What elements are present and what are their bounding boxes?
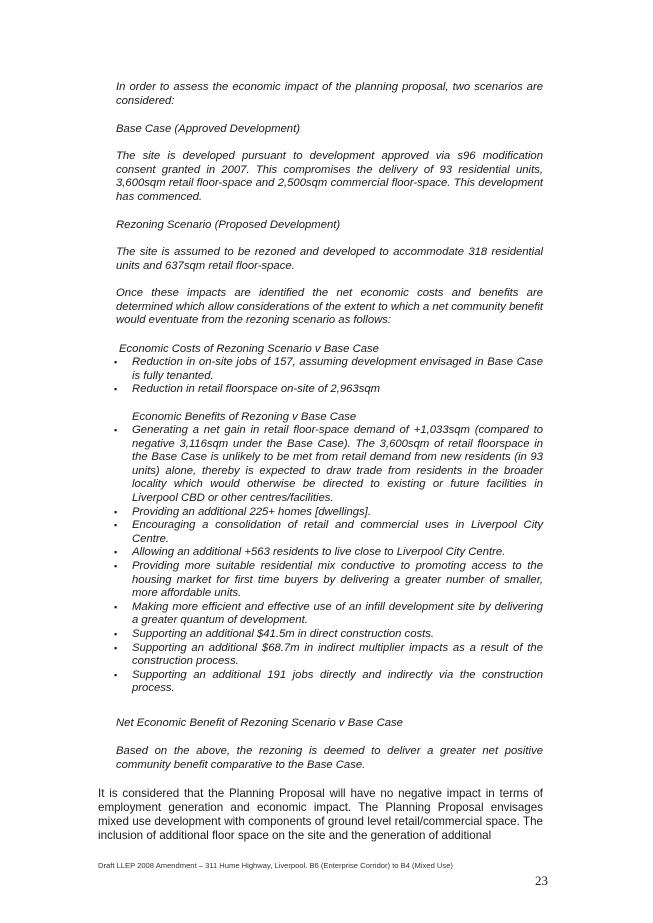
list-item: ▪ Supporting an additional $68.7m in indirect multiplier impacts as a result of the construction process. <box>114 641 543 668</box>
impacts-intro-paragraph: Once these impacts are identified the net economic costs and benefits are determined which allow considerations of the extent to which a net community benefit would eventuate from the rezoning scenario as follows: <box>116 287 543 327</box>
benefits-list <box>112 424 543 696</box>
bullet-icon: ▪ <box>114 669 118 680</box>
bullet-icon: ▪ <box>114 547 118 558</box>
page-number: 23 <box>535 873 548 888</box>
benefits-heading: Economic Benefits of Rezoning v Base Case <box>132 411 357 423</box>
list-item: ▪ Generating a net gain in retail floor-space demand of +1,033sqm (compared to negative 3,116sqm under the Base Case). The 3,600sqm of retail floorspace in the Base Case is unlikely to be met from retail demand from new residents (in 93 units) alone, thereby is expected to draw trade from residents in the broader locality which would otherwise be directed to existing or future facilities in Liverpool CBD or other centres/facilities. <box>114 424 543 504</box>
list-item: ▪ Supporting an additional 191 jobs directly and indirectly via the construction process. <box>114 668 543 695</box>
costs-heading: Economic Costs of Rezoning Scenario v Base Case <box>119 343 379 355</box>
list-item: ▪ Providing more suitable residential mix conductive to promoting access to the housing market for first time buyers by delivering a greater number of smaller, more affordable units. <box>114 559 543 600</box>
list-item: ▪ Supporting an additional $41.5m in direct construction costs. <box>114 627 435 640</box>
bullet-icon: ▪ <box>114 601 118 612</box>
intro-paragraph: In order to assess the economic impact of the planning proposal, two scenarios are considered: <box>116 81 543 107</box>
rezoning-heading: Rezoning Scenario (Proposed Development) <box>116 219 341 231</box>
conclusion-paragraph: It is considered that the Planning Proposal will have no negative impact in terms of employment generation and economic impact. The Planning Proposal envisages mixed use development with components of ground level retail/commercial space. The inclusion of additional floor space on the site and the generation of additional <box>98 787 543 842</box>
list-item: ▪ Allowing an additional +563 residents to live close to Liverpool City Centre. <box>114 546 506 559</box>
bullet-icon: ▪ <box>114 642 118 653</box>
bullet-icon: ▪ <box>114 506 118 517</box>
bullet-icon: ▪ <box>114 520 118 531</box>
bullet-icon: ▪ <box>114 628 118 639</box>
base-case-heading: Base Case (Approved Development) <box>116 123 300 135</box>
bullet-icon: ▪ <box>114 357 118 367</box>
bullet-icon: ▪ <box>114 384 118 395</box>
costs-list <box>112 356 543 397</box>
bullet-icon: ▪ <box>114 560 118 571</box>
page-footer: Draft LLEP 2008 Amendment – 311 Hume Highway, Liverpool. B6 (Enterprise Corridor) to B4 (Mixed Use) <box>98 861 453 870</box>
list-item: ▪ Providing an additional 225+ homes [dwellings]. <box>114 505 371 518</box>
net-benefit-paragraph: Based on the above, the rezoning is deemed to deliver a greater net positive community benefit comparative to the Base Case. <box>116 745 543 771</box>
list-item: ▪ Reduction in on-site jobs of 157, assuming development envisaged in Base Case is fully tenanted. <box>114 356 543 382</box>
rezoning-paragraph: The site is assumed to be rezoned and developed to accommodate 318 residential units and 637sqm retail floor-space. <box>116 246 543 272</box>
list-item: ▪ Reduction in retail floorspace on-site of 2,963sqm <box>114 383 381 396</box>
bullet-icon: ▪ <box>114 425 118 435</box>
base-case-paragraph: The site is developed pursuant to development approved via s96 modification consent granted in 2007. This compromises the delivery of 93 residential units, 3,600sqm retail floor-space and 2,500sqm commercial floor-space. This development has commenced. <box>116 150 543 203</box>
list-item: ▪ Encouraging a consolidation of retail and commercial uses in Liverpool City Centre. <box>114 519 543 545</box>
net-benefit-heading: Net Economic Benefit of Rezoning Scenario v Base Case <box>116 717 403 729</box>
list-item: ▪ Making more efficient and effective use of an infill development site by delivering a greater quantum of development. <box>114 600 543 627</box>
